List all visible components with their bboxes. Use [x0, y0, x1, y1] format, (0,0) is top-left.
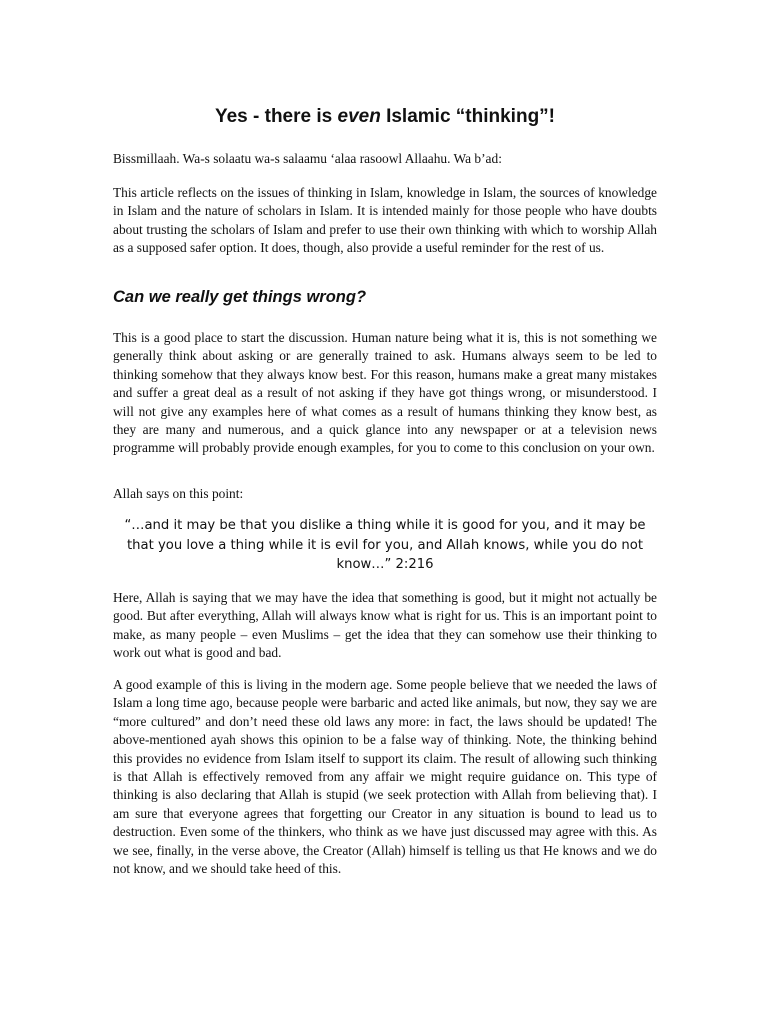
body-paragraph-2: Here, Allah is saying that we may have the idea that something is good, but it might not actually be good. But after everything, Allah will always know what is right for us. This is an important point to make, as many people – even Muslims – get the idea that they can somehow use their thinking to work out what is good and bad. [113, 590, 657, 661]
body-paragraph-3: A good example of this is living in the modern age. Some people believe that we needed the laws of Islam a long time ago, because people were barbaric and acted like animals, but now, they say we are “more cultured” and don’t need these old laws any more: in fact, the laws should be updated! The above-mentioned ayah shows this opinion to be a false way of thinking. Note, the thinking behind this provides no evidence from Islam itself to support its claim. The result of allowing such thinking is that Allah is effectively removed from any affair we might require guidance on. This type of thinking is also declaring that Allah is stupid (we seek protection with Allah from believing that). I am sure that everyone agrees that forgetting our Creator in any situation is bound to lead us to destruction. Even some of the thinkers, who think as we have just discussed may agree with this. As we see, finally, in the verse above, the Creator (Allah) himself is telling us that He knows and we do not know, and we should take heed of this. [113, 677, 657, 877]
title-emphasis: even [337, 106, 381, 127]
allah-says-paragraph: Allah says on this point: [113, 486, 244, 501]
greeting-paragraph: Bissmillaah. Wa-s solaatu wa-s salaamu ‘alaa rasoowl Allaahu. Wa b’ad: [113, 151, 502, 166]
intro-paragraph: This article reflects on the issues of thinking in Islam, knowledge in Islam, the sources of knowledge in Islam and the nature of scholars in Islam. It is intended mainly for those people who have doubts about trusting the scholars of Islam and prefer to use their own thinking with which to worship Allah as a supposed safer option. It does, though, also provide a useful reminder for the rest of us. [113, 185, 657, 256]
quran-quote: “…and it may be that you dislike a thing while it is good for you, and it may be that you love a thing while it is evil for you, and Allah knows, while you do not know…” 2:216 [124, 518, 646, 572]
document-title [113, 104, 657, 130]
section-heading: Can we really get things wrong? [113, 288, 367, 306]
title-part-1: Yes - there is [214, 106, 338, 127]
body-paragraph-1: This is a good place to start the discussion. Human nature being what it is, this is not something we generally think about asking or are generally trained to ask. Humans always seem to be led to thinking somehow that they always know best. For this reason, humans make a great many mistakes and suffer a great deal as a result of not asking if they have got things wrong, or misunderstood. I will not give any examples here of what comes as a result of humans thinking they know best, as they are many and numerous, and a quick glance into any newspaper or at a television news programme will probably provide enough examples, for you to come to this conclusion on your own. [113, 330, 657, 456]
title-part-2: Islamic “thinking”! [380, 106, 556, 127]
